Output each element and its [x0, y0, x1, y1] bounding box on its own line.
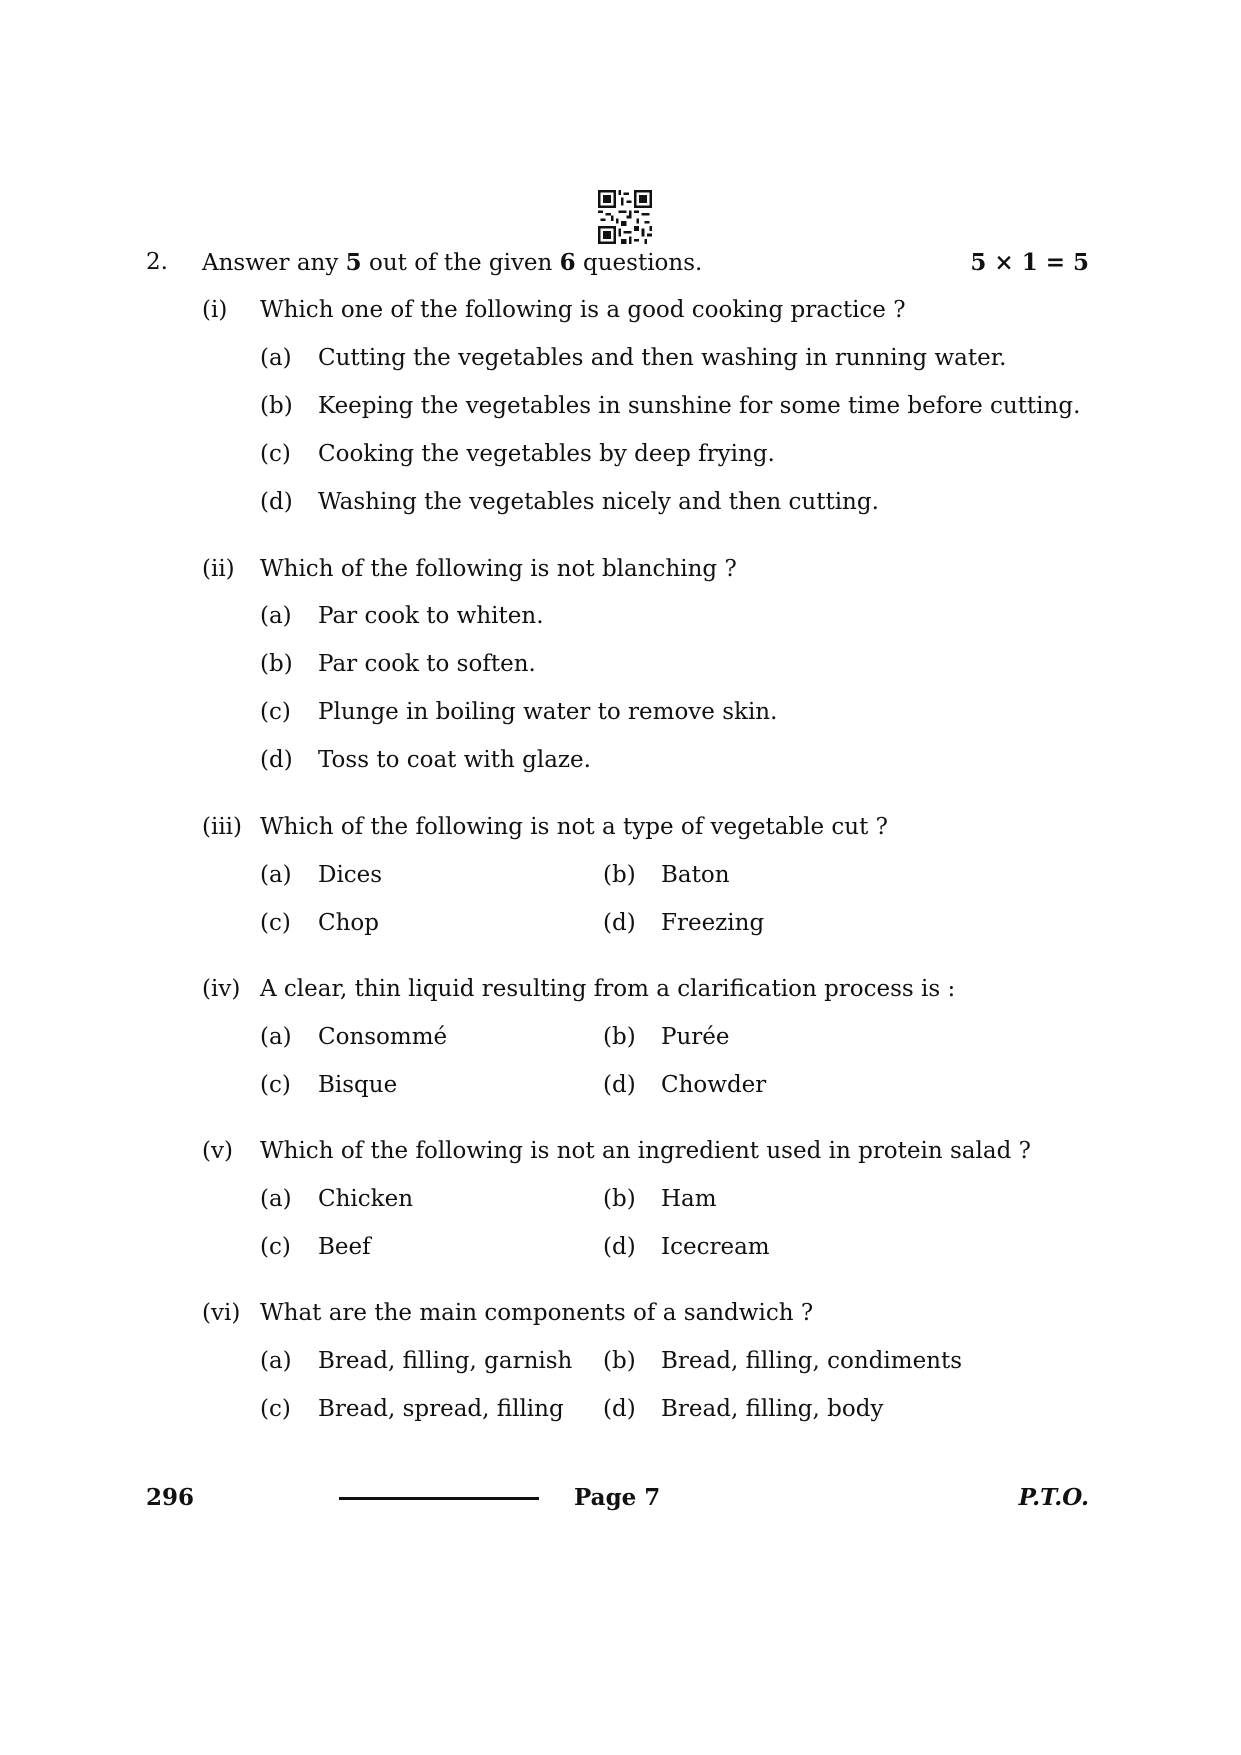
question-num: (iv): [202, 976, 241, 1002]
option-text: Consommé: [318, 1024, 448, 1050]
option-label: (d): [260, 489, 293, 515]
option-text: Bread, filling, garnish: [318, 1348, 573, 1374]
question-text: Which of the following is not a type of vegetable cut ?: [260, 814, 889, 840]
option-label: (c): [260, 699, 291, 725]
question-num: (v): [202, 1138, 233, 1164]
pto-label: P.T.O.: [1018, 1484, 1089, 1511]
option-text: Par cook to soften.: [318, 651, 536, 677]
option-label: (c): [260, 441, 291, 467]
option-label: (a): [260, 1024, 292, 1050]
option-label: (c): [260, 1072, 291, 1098]
option-text: Cutting the vegetables and then washing in running water.: [318, 345, 1007, 371]
option-text: Chowder: [661, 1072, 767, 1098]
option-label: (b): [603, 1348, 636, 1374]
option-label: (c): [260, 910, 291, 936]
option-label: (b): [260, 393, 293, 419]
option-text: Bread, filling, body: [661, 1396, 884, 1422]
option-text: Ham: [661, 1186, 717, 1212]
option-label: (b): [260, 651, 293, 677]
option-label: (d): [603, 1396, 636, 1422]
option-label: (b): [603, 1186, 636, 1212]
paper-code: 296: [146, 1484, 195, 1511]
question-text: What are the main components of a sandwich ?: [260, 1300, 814, 1326]
option-text: Chop: [318, 910, 379, 936]
option-text: Icecream: [661, 1234, 770, 1260]
option-label: (a): [260, 1186, 292, 1212]
option-text: Washing the vegetables nicely and then cutting.: [318, 489, 879, 515]
question-text: A clear, thin liquid resulting from a clarification process is :: [260, 976, 956, 1002]
option-text: Freezing: [661, 910, 765, 936]
question-num: (i): [202, 297, 228, 323]
option-text: Cooking the vegetables by deep frying.: [318, 441, 775, 467]
option-label: (c): [260, 1396, 291, 1422]
option-text: Dices: [318, 862, 383, 888]
option-text: Beef: [318, 1234, 371, 1260]
option-text: Toss to coat with glaze.: [318, 747, 591, 773]
option-label: (d): [603, 1234, 636, 1260]
question-num: (vi): [202, 1300, 241, 1326]
page-number: Page 7: [574, 1484, 661, 1511]
option-label: (b): [603, 1024, 636, 1050]
option-label: (a): [260, 1348, 292, 1374]
question-number: 2.: [146, 249, 168, 275]
option-label: (d): [603, 1072, 636, 1098]
option-text: Bread, spread, filling: [318, 1396, 564, 1422]
option-label: (c): [260, 1234, 291, 1260]
option-label: (b): [603, 862, 636, 888]
option-label: (a): [260, 862, 292, 888]
qr-code: [598, 190, 652, 244]
option-label: (a): [260, 345, 292, 371]
option-text: Purée: [661, 1024, 730, 1050]
option-label: (d): [603, 910, 636, 936]
option-text: Chicken: [318, 1186, 414, 1212]
question-text: Which of the following is not blanching ?: [260, 556, 737, 582]
question-text: Which of the following is not an ingredient used in protein salad ?: [260, 1138, 1031, 1164]
option-label: (d): [260, 747, 293, 773]
option-text: Baton: [661, 862, 730, 888]
option-text: Par cook to whiten.: [318, 603, 544, 629]
footer-divider: [339, 1497, 539, 1500]
option-text: Plunge in boiling water to remove skin.: [318, 699, 778, 725]
question-num: (iii): [202, 814, 243, 840]
question-text: Which one of the following is a good cooking practice ?: [260, 297, 906, 323]
option-text: Bread, filling, condiments: [661, 1348, 963, 1374]
option-text: Bisque: [318, 1072, 398, 1098]
option-label: (a): [260, 603, 292, 629]
option-text: Keeping the vegetables in sunshine for some time before cutting.: [318, 393, 1081, 419]
marks-allocation: 5 × 1 = 5: [970, 249, 1089, 276]
instruction: Answer any 5 out of the given 6 questions.: [202, 249, 703, 276]
question-num: (ii): [202, 556, 235, 582]
